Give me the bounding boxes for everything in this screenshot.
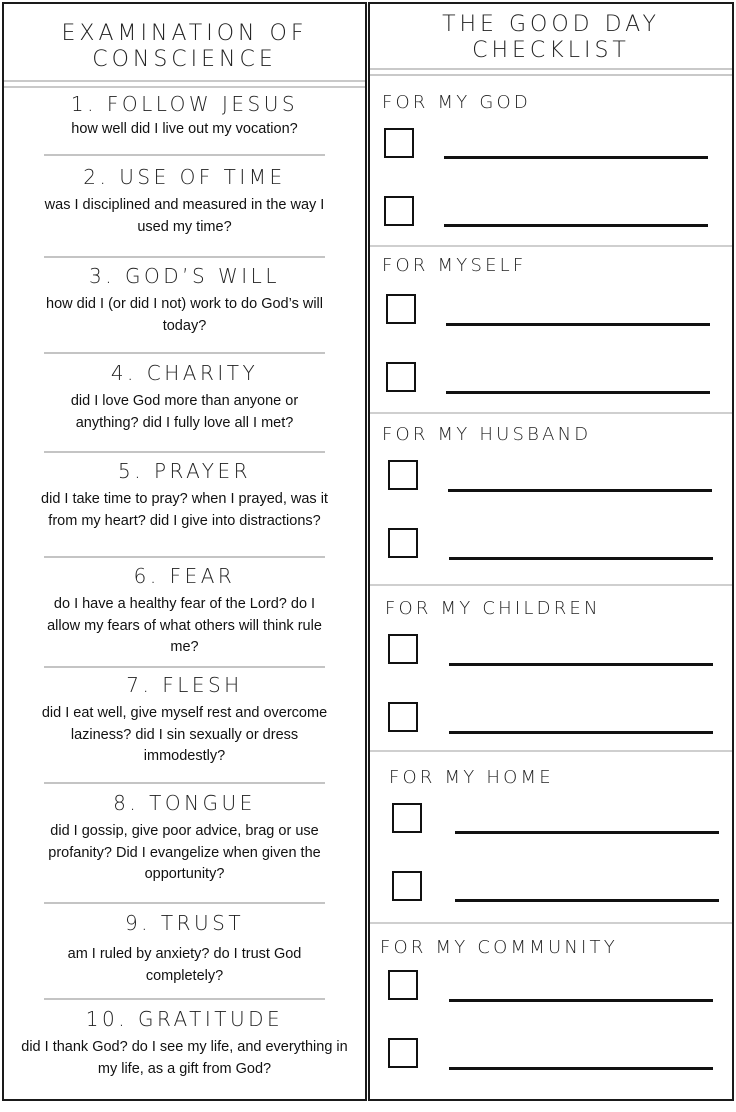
- checkbox[interactable]: [392, 803, 422, 833]
- write-in-line[interactable]: [449, 731, 713, 734]
- examination-title-line2: CONSCIENCE: [92, 47, 277, 72]
- checkbox[interactable]: [386, 362, 416, 392]
- checkbox[interactable]: [386, 294, 416, 324]
- divider: [44, 998, 325, 1000]
- checklist-item: [370, 128, 732, 160]
- section-title: FOR MY HUSBAND: [382, 424, 592, 445]
- title-divider: [370, 68, 732, 76]
- section-divider: [370, 922, 732, 924]
- divider: [44, 451, 325, 453]
- write-in-line[interactable]: [455, 899, 719, 902]
- exam-question: did I take time to pray? when I prayed, was it from my heart? did I give into distractions?: [41, 491, 328, 529]
- exam-question: how did I (or did I not) work to do God’s will today?: [46, 296, 323, 334]
- exam-item-use-of-time: [4, 165, 365, 238]
- section-divider: [370, 750, 732, 752]
- section-divider: [370, 584, 732, 586]
- checkbox[interactable]: [392, 871, 422, 901]
- write-in-line[interactable]: [448, 489, 712, 492]
- good-day-checklist-panel: [368, 2, 734, 1101]
- checkbox[interactable]: [388, 528, 418, 558]
- write-in-line[interactable]: [446, 323, 710, 326]
- write-in-line[interactable]: [449, 557, 713, 560]
- exam-heading: 8. TONGUE: [113, 791, 256, 815]
- exam-item-follow-jesus: [4, 92, 365, 141]
- checklist-item: [370, 196, 732, 228]
- divider: [44, 666, 325, 668]
- section-title: FOR MY CHILDREN: [385, 598, 601, 619]
- exam-question: did I thank God? do I see my life, and everything in my life, as a gift from God?: [21, 1039, 348, 1077]
- exam-item-trust: [4, 911, 365, 987]
- section-title: FOR MY COMMUNITY: [380, 937, 618, 958]
- checklist-item: [370, 460, 732, 492]
- divider: [44, 556, 325, 558]
- checkbox[interactable]: [388, 702, 418, 732]
- divider: [44, 352, 325, 354]
- checklist-item: [370, 634, 732, 666]
- checklist-title-line2: CHECKLIST: [472, 38, 630, 63]
- write-in-line[interactable]: [444, 156, 708, 159]
- checkbox[interactable]: [384, 128, 414, 158]
- checkbox[interactable]: [388, 1038, 418, 1068]
- exam-heading: 9. TRUST: [124, 911, 245, 935]
- title-divider: [4, 80, 365, 88]
- exam-question: do I have a healthy fear of the Lord? do I allow my fears of what others will think rule me?: [47, 596, 322, 655]
- divider: [44, 782, 325, 784]
- checklist-title: [370, 12, 732, 64]
- exam-heading: 3. GOD’S WILL: [89, 264, 280, 288]
- section-title: FOR MY HOME: [389, 767, 554, 788]
- checkbox[interactable]: [384, 196, 414, 226]
- checklist-item: [370, 702, 732, 734]
- exam-question: how well did I live out my vocation?: [71, 121, 298, 137]
- checklist-item: [370, 362, 732, 394]
- section-title: FOR MYSELF: [382, 255, 527, 276]
- exam-item-prayer: [4, 459, 365, 532]
- checklist-item: [370, 294, 732, 326]
- divider: [44, 154, 325, 156]
- exam-item-charity: [4, 361, 365, 434]
- exam-heading: 7. FLESH: [126, 673, 243, 697]
- exam-question: did I eat well, give myself rest and overcome laziness? did I sin sexually or dress immodestly?: [41, 705, 328, 764]
- checklist-item: [370, 970, 732, 1002]
- exam-item-tongue: [4, 791, 365, 886]
- checklist-title-line1: THE GOOD DAY: [442, 12, 660, 37]
- exam-item-gods-will: [4, 264, 365, 337]
- exam-item-gratitude: [4, 1007, 365, 1080]
- section-divider: [370, 412, 732, 414]
- exam-heading: 10. GRATITUDE: [85, 1007, 284, 1031]
- examination-title-line1: EXAMINATION OF: [61, 21, 308, 46]
- section-divider: [370, 245, 732, 247]
- examination-title: [4, 21, 365, 73]
- checkbox[interactable]: [388, 460, 418, 490]
- checklist-item: [370, 871, 732, 903]
- exam-question: did I gossip, give poor advice, brag or use profanity? Did I evangelize when given the opportunity?: [48, 823, 321, 882]
- write-in-line[interactable]: [449, 1067, 713, 1070]
- section-title: FOR MY GOD: [382, 92, 531, 113]
- write-in-line[interactable]: [449, 999, 713, 1002]
- exam-item-fear: [4, 564, 365, 659]
- exam-item-flesh: [4, 673, 365, 768]
- exam-heading: 5. PRAYER: [118, 459, 251, 483]
- checklist-item: [370, 803, 732, 835]
- exam-heading: 2. USE OF TIME: [83, 165, 286, 189]
- exam-heading: 1. FOLLOW JESUS: [70, 92, 299, 116]
- exam-question: did I love God more than anyone or anything? did I fully love all I met?: [70, 393, 299, 431]
- examination-of-conscience-panel: [2, 2, 367, 1101]
- checkbox[interactable]: [388, 634, 418, 664]
- exam-heading: 4. CHARITY: [110, 361, 259, 385]
- divider: [44, 256, 325, 258]
- write-in-line[interactable]: [455, 831, 719, 834]
- checklist-item: [370, 528, 732, 560]
- exam-heading: 6. FEAR: [133, 564, 236, 588]
- exam-question: was I disciplined and measured in the way I used my time?: [44, 197, 325, 235]
- write-in-line[interactable]: [444, 224, 708, 227]
- write-in-line[interactable]: [449, 663, 713, 666]
- write-in-line[interactable]: [446, 391, 710, 394]
- checkbox[interactable]: [388, 970, 418, 1000]
- checklist-item: [370, 1038, 732, 1070]
- exam-question: am I ruled by anxiety? do I trust God completely?: [67, 946, 302, 984]
- divider: [44, 902, 325, 904]
